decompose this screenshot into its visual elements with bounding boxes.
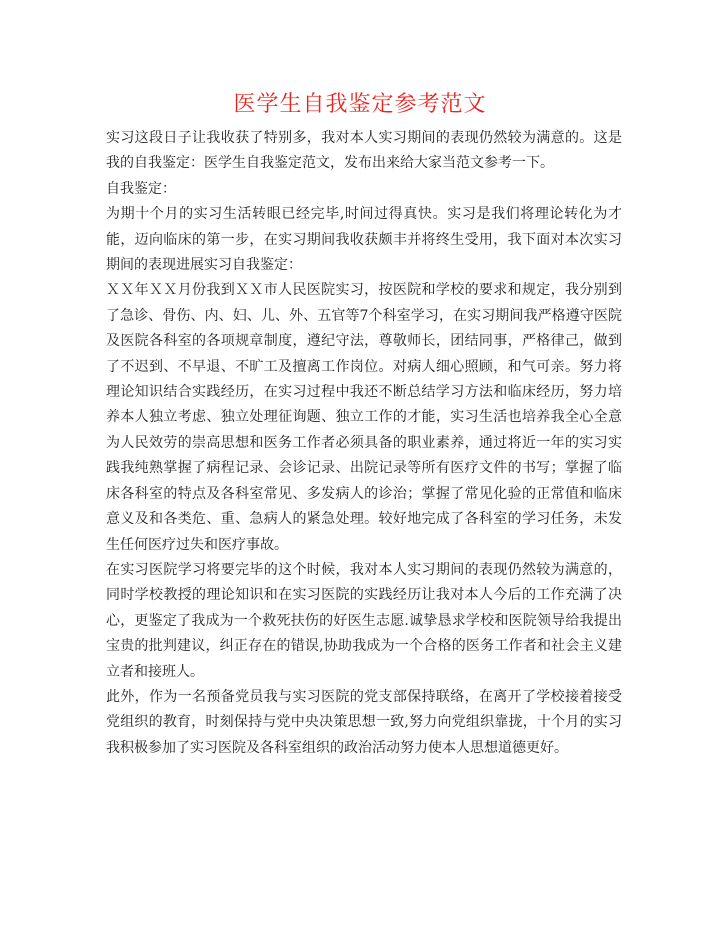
paragraph-reflection: 在实习医院学习将要完毕的这个时候，我对本人实习期间的表现仍然较为满意的，同时学校教授的理论知识和在实习医院的实践经历让我对本人今后的工作充满了决心，更鉴定了我成为一个救死扶伤的好医生志愿.诚挚恳求学校和医院领导给我提出宝贵的批判建议，纠正存在的错误,协助我成为一个合格的医务工作者和社会主义建立者和接班人。 (106, 561, 622, 680)
document-body (106, 126, 622, 761)
paragraph-overview: 为期十个月的实习生活转眼已经完毕,时间过得真快。实习是我们将理论转化为才能，迈向临床的第一步，在实习期间我收获颇丰并将终生受用，我下面对本次实习期间的表现进展实习自我鉴定： (106, 206, 622, 274)
paragraph-heading-self-assessment: 自我鉴定： (106, 180, 176, 197)
paragraph-internship-details: ＸＸ年ＸＸ月份我到ＸＸ市人民医院实习，按医院和学校的要求和规定，我分别到了急诊、骨伤、内、妇、儿、外、五官等7个科室学习，在实习期间我严格遵守医院及医院各科室的各项规章制度，遵纪守法，尊敬师长，团结同事，严格律己，做到了不迟到、不早退、不旷工及擅离工作岗位。对病人细心照顾，和气可亲。努力将理论知识结合实践经历，在实习过程中我还不断总结学习方法和临床经历，努力培养本人独立考虑、独立处理征询题、独立工作的才能，实习生活也培养我全心全意为人民效劳的崇高思想和医务工作者必须具备的职业素养，通过将近一年的实习实践我纯熟掌握了病程记录、会诊记录、出院记录等所有医疗文件的书写；掌握了临床各科室的特点及各科室常见、多发病人的诊治；掌握了常见化验的正常值和临床意义及和各类危、重、急病人的紧急处理。较好地完成了各科室的学习任务，未发生任何医疗过失和医疗事故。 (106, 282, 622, 553)
paragraph-intro: 实习这段日子让我收获了特别多，我对本人实习期间的表现仍然较为满意的。这是我的自我鉴定：医学生自我鉴定范文，发布出来给大家当范文参考一下。 (106, 130, 622, 172)
document-title: 医学生自我鉴定参考范文 (233, 92, 487, 117)
paragraph-party-activities: 此外，作为一名预备党员我与实习医院的党支部保持联络，在离开了学校接着接受党组织的教育，时刻保持与党中央决策思想一致,努力向党组织靠拢，十个月的实习我积极参加了实习医院及各科室组织的政治活动努力使本人思想道德更好。 (106, 688, 622, 756)
